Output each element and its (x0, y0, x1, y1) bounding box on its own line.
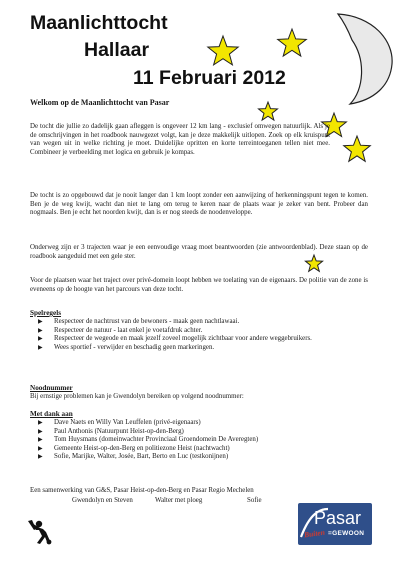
star-icon (259, 102, 278, 120)
bullet-icon: ▶ (38, 420, 43, 426)
list-item: ▶ Dave Naets en Willy Van Leuffelen (privé-eigenaars) (38, 419, 201, 426)
bullet-icon: ▶ (38, 344, 43, 351)
list-item: ▶ Respecteer de wegeode en maak jezelf zoveel mogelijk zichtbaar voor andere weggebruikers. (38, 335, 312, 343)
paragraph-route-info: De tocht die jullie zo dadelijk gaan afleggen is ongeveer 12 km lang - exclusief omwegen natuurlijk. Als je de omschrijvingen in het roadbook nauwgezet volgt, kan je deze makkelijk uitlopen. Zoek op elk kruispunt van wegen uit in welke richting je moet. Duidelijke opritten en korte terreintoeganen tellen niet mee. Combineer je verbeelding met logica en gebruik je kompas. (30, 123, 330, 156)
noodnummer-text: Bij ernstige problemen kan je Gwendolyn bereiken op volgend noodnummer: (30, 393, 244, 400)
paragraph-orientation: De tocht is zo opgebouwd dat je nooit langer dan 1 km loopt zonder een aanwijzing of herkenningspunt tegen te komen. Ben je de weg kwijt, wacht dan niet te lang om terug te keren naar de plaats waar je zeker van bent. Probeer dan nogmaals. Ben je echt het noorden kwijt, dan is er nog steeds de noodenveloppe. (30, 192, 368, 217)
bullet-icon: ▶ (38, 336, 43, 343)
star-icon (278, 29, 307, 56)
bullet-icon: ▶ (38, 319, 43, 325)
spelregels-list (38, 318, 368, 352)
title-line-2: Hallaar (84, 39, 150, 61)
bullet-icon: ▶ (38, 327, 43, 334)
paragraph-permission: Voor de plaatsen waar het traject over privé-domein loopt hebben we toelating van de eigenaars. De politie van de zone is eveneens op de hoogte van het parcours van deze tocht. (30, 277, 368, 293)
paragraph-questions: Onderweg zijn er 3 trajecten waar je een eenvoudige vraag moet beantwoorden (zie antwoordenblad). Deze staan op de roadbook aangeduid met een gele ster. (30, 244, 368, 260)
logo-subtitle: =GEWOON (328, 530, 365, 537)
list-item: ▶ Sofie, Marijke, Walter, Josée, Bart, Berto en Luc (testkonijnen) (38, 453, 229, 461)
list-item: ▶ Respecteer de nachtrust van de bewoners - maak geen nachtlawaai. (38, 318, 240, 325)
footer-collaboration: Een samenwerking van G&S, Pasar Heist-op-den-Berg en Pasar Regio Mechelen (30, 487, 254, 494)
title-line-1: Maanlichttocht (30, 12, 168, 34)
noodnummer-heading: Noodnummer (30, 384, 73, 392)
list-item: ▶ Gemeente Heist-op-den-Berg en politiezone Heist (nachtwacht) (38, 444, 230, 452)
star-icon (344, 136, 371, 161)
star-icon (208, 36, 238, 65)
list-item: ▶ Wees sportief - verwijder en beschadig geen markeringen. (38, 343, 215, 351)
spelregels-heading: Spelregels (30, 309, 62, 317)
footer-name-2: Walter met ploeg (155, 497, 203, 504)
list-item: ▶ Respecteer de natuur - laat enkel je voetafdruk achter. (38, 326, 203, 334)
list-item: ▶ Tom Huysmans (domeinwachter Provinciaal Groendomein De Averegten) (38, 436, 259, 444)
bullet-icon: ▶ (38, 445, 43, 452)
bullet-icon: ▶ (38, 428, 43, 435)
logo-text: Pasar (314, 508, 362, 528)
footer-name-1: Gwendolyn en Steven (72, 497, 133, 504)
pasar-logo (298, 503, 372, 545)
footer-name-3: Sofie (247, 497, 262, 504)
bullet-icon: ▶ (38, 437, 43, 444)
met-dank-aan-heading: Met dank aan (30, 410, 73, 418)
title-line-3: 11 Februari 2012 (133, 67, 286, 89)
logo-script: Buiten (303, 527, 326, 540)
list-item: ▶ Paul Anthonis (Natuurpunt Heist-op-den-Berg) (38, 427, 184, 435)
crescent-moon-icon (338, 14, 392, 104)
welcome-heading: Welkom op de Maanlichttocht van Pasar (30, 98, 170, 107)
met-dank-aan-list (38, 419, 368, 462)
bullet-icon: ▶ (38, 454, 43, 461)
